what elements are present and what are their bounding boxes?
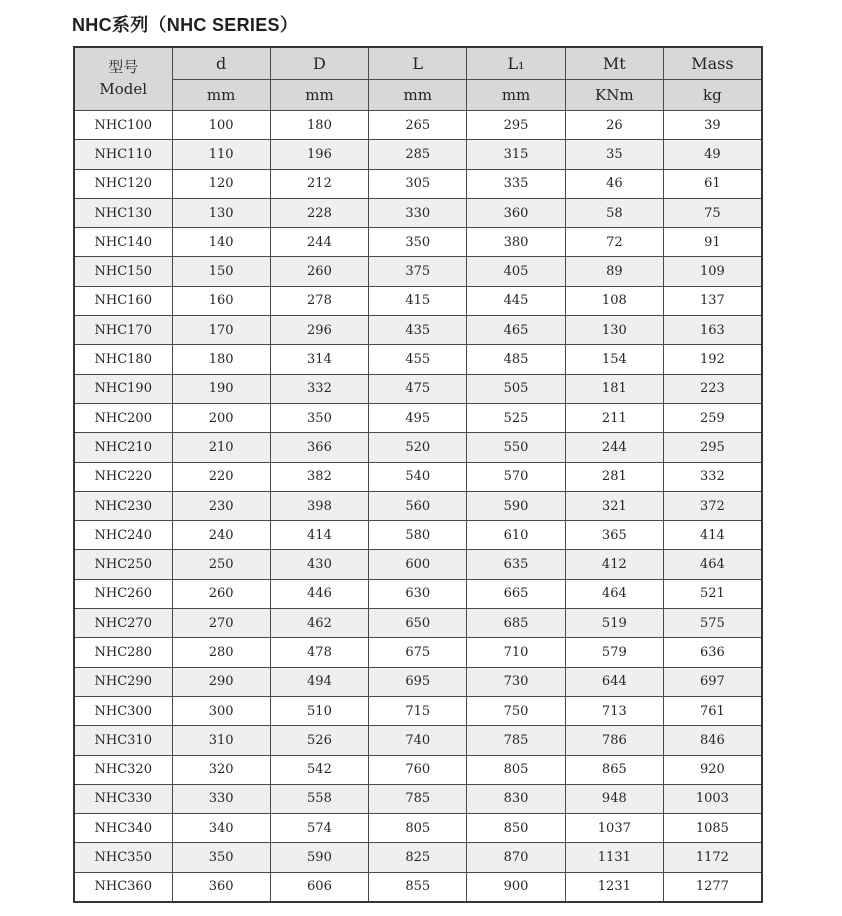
model-cell: NHC140: [74, 228, 172, 257]
value-cell: 382: [270, 462, 368, 491]
value-cell: 259: [663, 403, 761, 432]
table-row: [74, 491, 762, 520]
value-cell: 320: [172, 755, 270, 784]
value-cell: 398: [270, 491, 368, 520]
value-cell: 900: [467, 872, 565, 902]
value-cell: 230: [172, 491, 270, 520]
value-cell: 310: [172, 726, 270, 755]
value-cell: 110: [172, 140, 270, 169]
table-row: [74, 345, 762, 374]
value-cell: 825: [369, 843, 467, 872]
value-cell: 375: [369, 257, 467, 286]
value-cell: 830: [467, 784, 565, 813]
value-cell: 786: [565, 726, 663, 755]
value-cell: 72: [565, 228, 663, 257]
value-cell: 1231: [565, 872, 663, 902]
table-row: [74, 462, 762, 491]
value-cell: 315: [467, 140, 565, 169]
value-cell: 58: [565, 198, 663, 227]
model-cell: NHC360: [74, 872, 172, 902]
table-row: [74, 579, 762, 608]
value-cell: 120: [172, 169, 270, 198]
model-cell: NHC340: [74, 814, 172, 843]
value-cell: 415: [369, 286, 467, 315]
value-cell: 715: [369, 696, 467, 725]
value-cell: 350: [369, 228, 467, 257]
model-cell: NHC160: [74, 286, 172, 315]
value-cell: 464: [565, 579, 663, 608]
value-cell: 210: [172, 433, 270, 462]
table-row: [74, 228, 762, 257]
model-cell: NHC220: [74, 462, 172, 491]
value-cell: 580: [369, 521, 467, 550]
value-cell: 1131: [565, 843, 663, 872]
table-row: [74, 257, 762, 286]
model-cell: NHC350: [74, 843, 172, 872]
table-row: [74, 286, 762, 315]
value-cell: 785: [369, 784, 467, 813]
model-cell: NHC100: [74, 111, 172, 140]
value-cell: 600: [369, 550, 467, 579]
value-cell: 542: [270, 755, 368, 784]
value-cell: 211: [565, 403, 663, 432]
value-cell: 180: [270, 111, 368, 140]
value-cell: 200: [172, 403, 270, 432]
value-cell: 1003: [663, 784, 761, 813]
value-cell: 574: [270, 814, 368, 843]
value-cell: 464: [663, 550, 761, 579]
value-cell: 240: [172, 521, 270, 550]
unit-header-Mt: KNm: [565, 80, 663, 111]
value-cell: 154: [565, 345, 663, 374]
value-cell: 321: [565, 491, 663, 520]
unit-header-L: mm: [369, 80, 467, 111]
value-cell: 740: [369, 726, 467, 755]
model-cell: NHC190: [74, 374, 172, 403]
table-row: [74, 755, 762, 784]
value-cell: 445: [467, 286, 565, 315]
table-row: [74, 316, 762, 345]
value-cell: 525: [467, 403, 565, 432]
value-cell: 244: [270, 228, 368, 257]
value-cell: 590: [467, 491, 565, 520]
value-cell: 644: [565, 667, 663, 696]
value-cell: 697: [663, 667, 761, 696]
table-row: [74, 111, 762, 140]
table-row: [74, 609, 762, 638]
value-cell: 170: [172, 316, 270, 345]
value-cell: 475: [369, 374, 467, 403]
value-cell: 540: [369, 462, 467, 491]
value-cell: 290: [172, 667, 270, 696]
model-cell: NHC230: [74, 491, 172, 520]
value-cell: 446: [270, 579, 368, 608]
model-cell: NHC150: [74, 257, 172, 286]
value-cell: 100: [172, 111, 270, 140]
value-cell: 39: [663, 111, 761, 140]
value-cell: 465: [467, 316, 565, 345]
value-cell: 150: [172, 257, 270, 286]
value-cell: 412: [565, 550, 663, 579]
value-cell: 920: [663, 755, 761, 784]
value-cell: 730: [467, 667, 565, 696]
table-row: [74, 726, 762, 755]
model-cell: NHC180: [74, 345, 172, 374]
value-cell: 685: [467, 609, 565, 638]
value-cell: 75: [663, 198, 761, 227]
value-cell: 332: [270, 374, 368, 403]
value-cell: 558: [270, 784, 368, 813]
value-cell: 332: [663, 462, 761, 491]
table-row: [74, 872, 762, 902]
value-cell: 850: [467, 814, 565, 843]
model-cell: NHC210: [74, 433, 172, 462]
value-cell: 296: [270, 316, 368, 345]
value-cell: 570: [467, 462, 565, 491]
value-cell: 695: [369, 667, 467, 696]
model-cell: NHC170: [74, 316, 172, 345]
value-cell: 109: [663, 257, 761, 286]
model-cell: NHC240: [74, 521, 172, 550]
column-header-d: d: [172, 47, 270, 80]
unit-header-D: mm: [270, 80, 368, 111]
value-cell: 665: [467, 579, 565, 608]
header-label-row: [74, 47, 762, 80]
value-cell: 478: [270, 638, 368, 667]
table-row: [74, 843, 762, 872]
value-cell: 89: [565, 257, 663, 286]
value-cell: 278: [270, 286, 368, 315]
model-cell: NHC300: [74, 696, 172, 725]
value-cell: 455: [369, 345, 467, 374]
table-row: [74, 550, 762, 579]
value-cell: 760: [369, 755, 467, 784]
value-cell: 295: [663, 433, 761, 462]
value-cell: 180: [172, 345, 270, 374]
value-cell: 108: [565, 286, 663, 315]
column-header-Mass: Mass: [663, 47, 761, 80]
value-cell: 314: [270, 345, 368, 374]
value-cell: 380: [467, 228, 565, 257]
value-cell: 181: [565, 374, 663, 403]
value-cell: 220: [172, 462, 270, 491]
table-row: [74, 696, 762, 725]
nhc-spec-table: [73, 46, 763, 903]
value-cell: 846: [663, 726, 761, 755]
table-row: [74, 169, 762, 198]
model-cell: NHC110: [74, 140, 172, 169]
value-cell: 163: [663, 316, 761, 345]
value-cell: 805: [369, 814, 467, 843]
value-cell: 650: [369, 609, 467, 638]
value-cell: 462: [270, 609, 368, 638]
model-cell: NHC130: [74, 198, 172, 227]
value-cell: 414: [663, 521, 761, 550]
value-cell: 295: [467, 111, 565, 140]
value-cell: 1037: [565, 814, 663, 843]
value-cell: 550: [467, 433, 565, 462]
table-row: [74, 403, 762, 432]
model-cell: NHC200: [74, 403, 172, 432]
value-cell: 285: [369, 140, 467, 169]
value-cell: 510: [270, 696, 368, 725]
value-cell: 948: [565, 784, 663, 813]
value-cell: 485: [467, 345, 565, 374]
model-cell: NHC290: [74, 667, 172, 696]
value-cell: 160: [172, 286, 270, 315]
value-cell: 91: [663, 228, 761, 257]
model-cell: NHC250: [74, 550, 172, 579]
model-header-en: Model: [99, 80, 148, 98]
model-cell: NHC120: [74, 169, 172, 198]
value-cell: 35: [565, 140, 663, 169]
value-cell: 785: [467, 726, 565, 755]
value-cell: 505: [467, 374, 565, 403]
table-row: [74, 638, 762, 667]
value-cell: 675: [369, 638, 467, 667]
value-cell: 575: [663, 609, 761, 638]
model-cell: NHC330: [74, 784, 172, 813]
value-cell: 260: [270, 257, 368, 286]
value-cell: 870: [467, 843, 565, 872]
value-cell: 494: [270, 667, 368, 696]
value-cell: 414: [270, 521, 368, 550]
value-cell: 244: [565, 433, 663, 462]
value-cell: 192: [663, 345, 761, 374]
unit-header-d: mm: [172, 80, 270, 111]
value-cell: 750: [467, 696, 565, 725]
value-cell: 340: [172, 814, 270, 843]
table-row: [74, 784, 762, 813]
value-cell: 610: [467, 521, 565, 550]
value-cell: 526: [270, 726, 368, 755]
table-body: [74, 111, 762, 903]
column-header-L: L: [369, 47, 467, 80]
value-cell: 520: [369, 433, 467, 462]
table-row: [74, 433, 762, 462]
value-cell: 636: [663, 638, 761, 667]
value-cell: 300: [172, 696, 270, 725]
column-header-D: D: [270, 47, 368, 80]
table-row: [74, 667, 762, 696]
value-cell: 270: [172, 609, 270, 638]
value-cell: 280: [172, 638, 270, 667]
value-cell: 1085: [663, 814, 761, 843]
value-cell: 519: [565, 609, 663, 638]
value-cell: 350: [172, 843, 270, 872]
value-cell: 61: [663, 169, 761, 198]
value-cell: 366: [270, 433, 368, 462]
model-cell: NHC310: [74, 726, 172, 755]
unit-header-Mass: kg: [663, 80, 761, 111]
table-row: [74, 521, 762, 550]
value-cell: 710: [467, 638, 565, 667]
model-cell: NHC280: [74, 638, 172, 667]
value-cell: 260: [172, 579, 270, 608]
column-header-L1: L₁: [467, 47, 565, 80]
value-cell: 330: [172, 784, 270, 813]
value-cell: 281: [565, 462, 663, 491]
table-row: [74, 198, 762, 227]
page-title: NHC系列（NHC SERIES）: [72, 15, 299, 35]
column-header-Mt: Mt: [565, 47, 663, 80]
model-header-zh: 型号: [108, 58, 139, 77]
value-cell: 590: [270, 843, 368, 872]
value-cell: 761: [663, 696, 761, 725]
value-cell: 250: [172, 550, 270, 579]
value-cell: 305: [369, 169, 467, 198]
value-cell: 495: [369, 403, 467, 432]
value-cell: 335: [467, 169, 565, 198]
value-cell: 560: [369, 491, 467, 520]
value-cell: 635: [467, 550, 565, 579]
value-cell: 228: [270, 198, 368, 227]
value-cell: 630: [369, 579, 467, 608]
value-cell: 130: [565, 316, 663, 345]
table-row: [74, 374, 762, 403]
value-cell: 130: [172, 198, 270, 227]
header-unit-row: [74, 80, 762, 111]
value-cell: 196: [270, 140, 368, 169]
value-cell: 212: [270, 169, 368, 198]
value-cell: 350: [270, 403, 368, 432]
value-cell: 521: [663, 579, 761, 608]
value-cell: 190: [172, 374, 270, 403]
value-cell: 365: [565, 521, 663, 550]
value-cell: 606: [270, 872, 368, 902]
model-cell: NHC270: [74, 609, 172, 638]
value-cell: 330: [369, 198, 467, 227]
value-cell: 46: [565, 169, 663, 198]
value-cell: 49: [663, 140, 761, 169]
value-cell: 223: [663, 374, 761, 403]
model-cell: NHC260: [74, 579, 172, 608]
value-cell: 865: [565, 755, 663, 784]
value-cell: 360: [172, 872, 270, 902]
unit-header-L1: mm: [467, 80, 565, 111]
value-cell: 1277: [663, 872, 761, 902]
value-cell: 855: [369, 872, 467, 902]
value-cell: 26: [565, 111, 663, 140]
value-cell: 360: [467, 198, 565, 227]
value-cell: 137: [663, 286, 761, 315]
model-cell: NHC320: [74, 755, 172, 784]
value-cell: 430: [270, 550, 368, 579]
value-cell: 435: [369, 316, 467, 345]
value-cell: 805: [467, 755, 565, 784]
table-header: [74, 47, 762, 111]
value-cell: 140: [172, 228, 270, 257]
value-cell: 405: [467, 257, 565, 286]
column-header-model: [74, 47, 172, 111]
value-cell: 265: [369, 111, 467, 140]
table-row: [74, 140, 762, 169]
value-cell: 1172: [663, 843, 761, 872]
value-cell: 579: [565, 638, 663, 667]
table-row: [74, 814, 762, 843]
value-cell: 713: [565, 696, 663, 725]
value-cell: 372: [663, 491, 761, 520]
